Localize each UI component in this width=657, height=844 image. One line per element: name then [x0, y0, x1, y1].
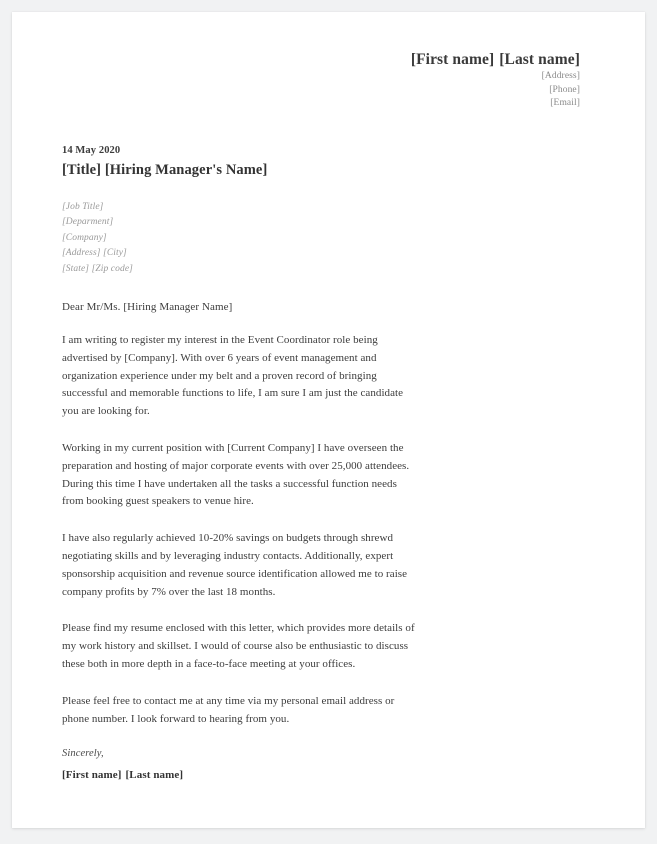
signature-last-name: [Last name] — [125, 768, 184, 781]
letter-page — [12, 12, 645, 828]
sender-name — [411, 50, 580, 70]
sender-first-name: [First name] — [410, 51, 495, 68]
recipient-address-line: [Job Title] — [62, 202, 104, 212]
body-paragraph: Please feel free to contact me at any time via my personal email address or phone number. I look forward to hearing from you. — [62, 694, 395, 725]
signature-name — [62, 769, 418, 781]
sender-email: [Email] — [550, 98, 580, 109]
letter-date: 14 May 2020 — [62, 145, 121, 156]
body-paragraph: I have also regularly achieved 10-20% savings on budgets through shrewd negotiating skills and by leveraging industry contacts. Additionally, expert sponsorship acquisition and revenue source identification allowed me to raise company profits by 7% over the last 18 months. — [62, 532, 408, 598]
closing-word: Sincerely, — [62, 747, 104, 759]
sender-address: [Address] — [541, 71, 580, 82]
body-paragraph: Working in my current position with [Current Company] I have overseen the preparation and hosting of major corporate events with over 25,000 attendees. During this time I have undertaken all the tasks a successful function needs from booking guest speakers to venue hire. — [62, 441, 410, 508]
sender-phone: [Phone] — [549, 84, 580, 95]
recipient-address-line: [State] [Zip code] — [62, 263, 133, 274]
recipient-address-line: [Address] [City] — [62, 248, 127, 259]
recipient-address-block — [62, 200, 418, 277]
sender-header-block — [411, 50, 580, 111]
letter-body — [62, 145, 418, 781]
recipient-title-line: [Title] [Hiring Manager's Name] — [62, 162, 268, 178]
signature-first-name: [First name] — [62, 768, 122, 781]
sender-last-name: [Last name] — [499, 51, 580, 68]
salutation: Dear Mr/Ms. [Hiring Manager Name] — [62, 300, 233, 313]
body-paragraph: I am writing to register my interest in the Event Coordinator role being advertised by [Company]. With over 6 years of event management and organization experience under my belt and a proven record of bringing successful and memorable functions to life, I am sure I am just the candidate you are looking for. — [62, 333, 404, 418]
recipient-address-line: [Company] — [62, 232, 107, 243]
recipient-address-line: [Deparment] — [62, 217, 114, 228]
body-paragraph: Please find my resume enclosed with this letter, which provides more details of my work history and skillset. I would of course also be enthusiastic to discuss these both in more depth in a face-to-face meeting at your offices. — [62, 622, 415, 671]
